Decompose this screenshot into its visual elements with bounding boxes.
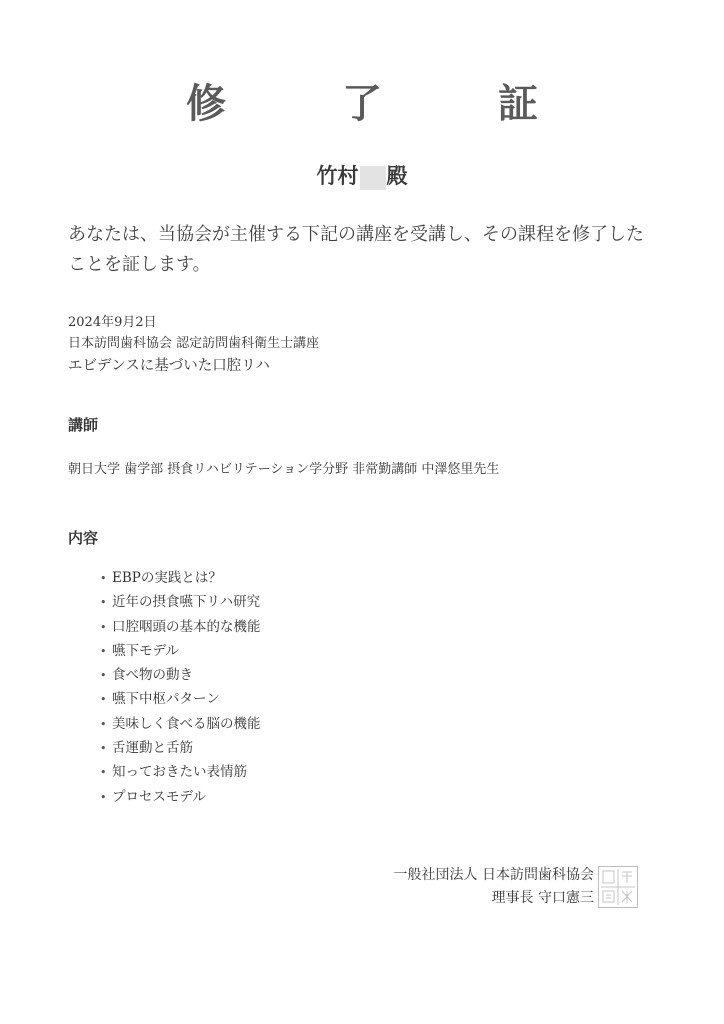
- list-item: • 美味しく食べる脳の機能: [100, 712, 261, 736]
- recipient-name: 竹村: [316, 163, 359, 188]
- bullet-icon: •: [100, 596, 107, 610]
- list-item: • 舌運動と舌筋: [100, 736, 261, 760]
- official-seal-stamp: [598, 866, 638, 908]
- content-list: [100, 566, 261, 809]
- bullet-icon: •: [100, 742, 107, 756]
- list-item: • 嚥下中枢パターン: [100, 687, 261, 711]
- issuer-block: [394, 864, 594, 910]
- course-title: エビデンスに基づいた口腔リハ: [68, 358, 270, 374]
- course-date: 2024年9月2日: [68, 315, 157, 330]
- bullet-icon: •: [100, 717, 107, 731]
- recipient-honorific: 殿: [386, 163, 408, 188]
- seal-stamp-icon: [599, 867, 637, 907]
- content-heading: 内容: [68, 529, 99, 547]
- lecturer-text: 朝日大学 歯学部 摂食リハビリテーション学分野 非常勤講師 中澤悠里先生: [68, 462, 500, 477]
- bullet-icon: •: [100, 644, 107, 658]
- redacted-name-block: [360, 166, 386, 190]
- issuer-organization: 一般社団法人 日本訪問歯科協会: [393, 867, 594, 883]
- list-item: • 口腔咽頭の基本的な機能: [100, 615, 261, 639]
- recipient-line: [0, 160, 724, 190]
- list-item: • 嚥下モデル: [100, 639, 261, 663]
- bullet-icon: •: [100, 620, 107, 634]
- lecturer-heading: 講師: [68, 416, 99, 434]
- list-item: • EBPの実践とは？: [100, 566, 261, 590]
- course-organizer: 日本訪問歯科協会 認定訪問歯科衛生士講座: [68, 336, 320, 351]
- certificate-title: 修 了 証: [186, 80, 576, 127]
- list-item: • プロセスモデル: [100, 785, 261, 809]
- issuer-person: 理事長 守口憲三: [491, 890, 594, 906]
- certificate-intro: あなたは、当協会が主催する下記の講座を受講し、その課程を修了したことを証します。: [68, 224, 644, 275]
- bullet-icon: •: [100, 766, 107, 780]
- bullet-icon: •: [100, 572, 107, 585]
- list-item: • 近年の摂食嚥下リハ研究: [100, 590, 261, 614]
- course-info: [68, 312, 319, 378]
- bullet-icon: •: [100, 669, 107, 683]
- bullet-icon: •: [100, 693, 107, 707]
- list-item: • 知っておきたい表情筋: [100, 760, 261, 784]
- bullet-icon: •: [100, 790, 107, 804]
- list-item: • 食べ物の動き: [100, 663, 261, 687]
